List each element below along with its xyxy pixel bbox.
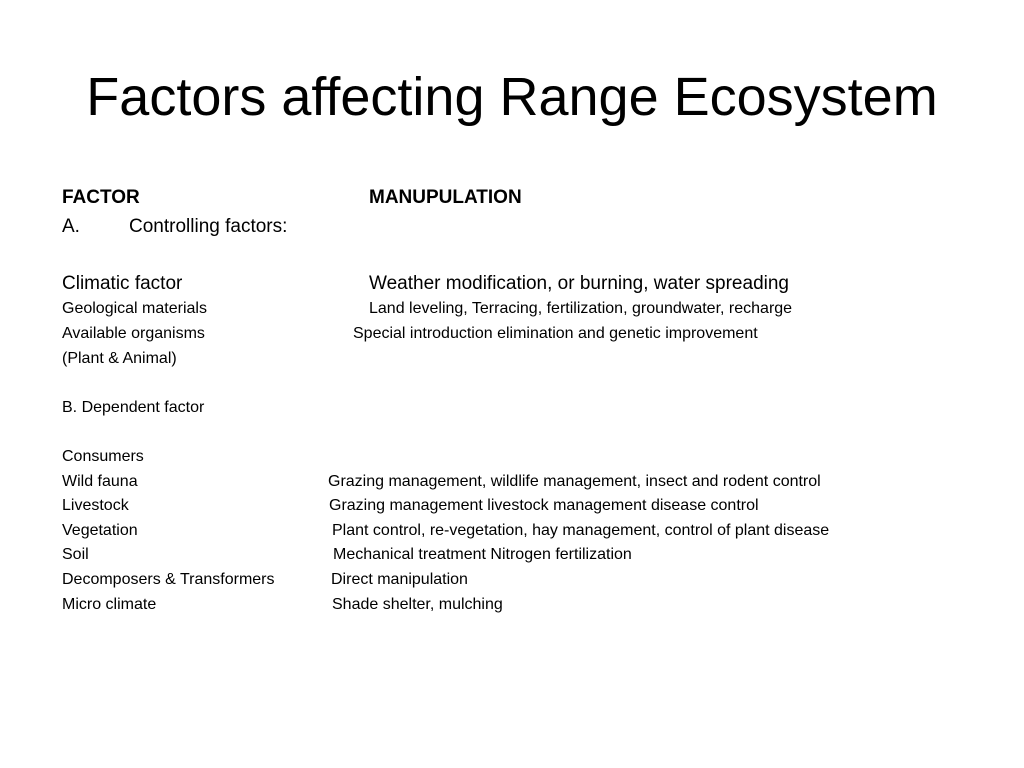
row-wild-fauna-manipulation: Grazing management, wildlife management, insect and rodent control <box>328 473 821 490</box>
slide-title: Factors affecting Range Ecosystem <box>86 67 938 127</box>
row-geological-manipulation: Land leveling, Terracing, fertilization, groundwater, recharge <box>369 300 793 317</box>
factor-header: FACTOR <box>62 187 140 208</box>
section-a-label: Controlling factors: <box>129 216 288 237</box>
row-organisms-factor: Available organisms <box>62 325 205 342</box>
consumers-label: Consumers <box>62 448 144 465</box>
manipulation-header: MANUPULATION <box>369 187 522 208</box>
row-climatic-manipulation: Weather modification, or burning, water spreading <box>369 273 789 294</box>
row-livestock-manipulation: Grazing management livestock management disease control <box>329 497 759 514</box>
row-wild-fauna-factor: Wild fauna <box>62 473 138 490</box>
row-micro-climate-manipulation: Shade shelter, mulching <box>332 596 503 613</box>
row-organisms-manipulation: Special introduction elimination and genetic improvement <box>353 325 758 342</box>
row-decomposers-factor: Decomposers & Transformers <box>62 571 275 588</box>
row-soil-manipulation: Mechanical treatment Nitrogen fertilization <box>333 546 632 563</box>
organisms-note: (Plant & Animal) <box>62 350 177 367</box>
row-livestock-factor: Livestock <box>62 497 129 514</box>
row-soil-factor: Soil <box>62 546 89 563</box>
row-geological-factor: Geological materials <box>62 300 207 317</box>
row-vegetation-manipulation: Plant control, re-vegetation, hay management, control of plant disease <box>332 522 830 539</box>
row-decomposers-manipulation: Direct manipulation <box>331 571 468 588</box>
section-a-marker: A. <box>62 216 80 237</box>
row-micro-climate-factor: Micro climate <box>62 596 157 613</box>
row-vegetation-factor: Vegetation <box>62 522 138 539</box>
section-b-label: B. Dependent factor <box>62 399 205 416</box>
row-climatic-factor: Climatic factor <box>62 273 183 294</box>
